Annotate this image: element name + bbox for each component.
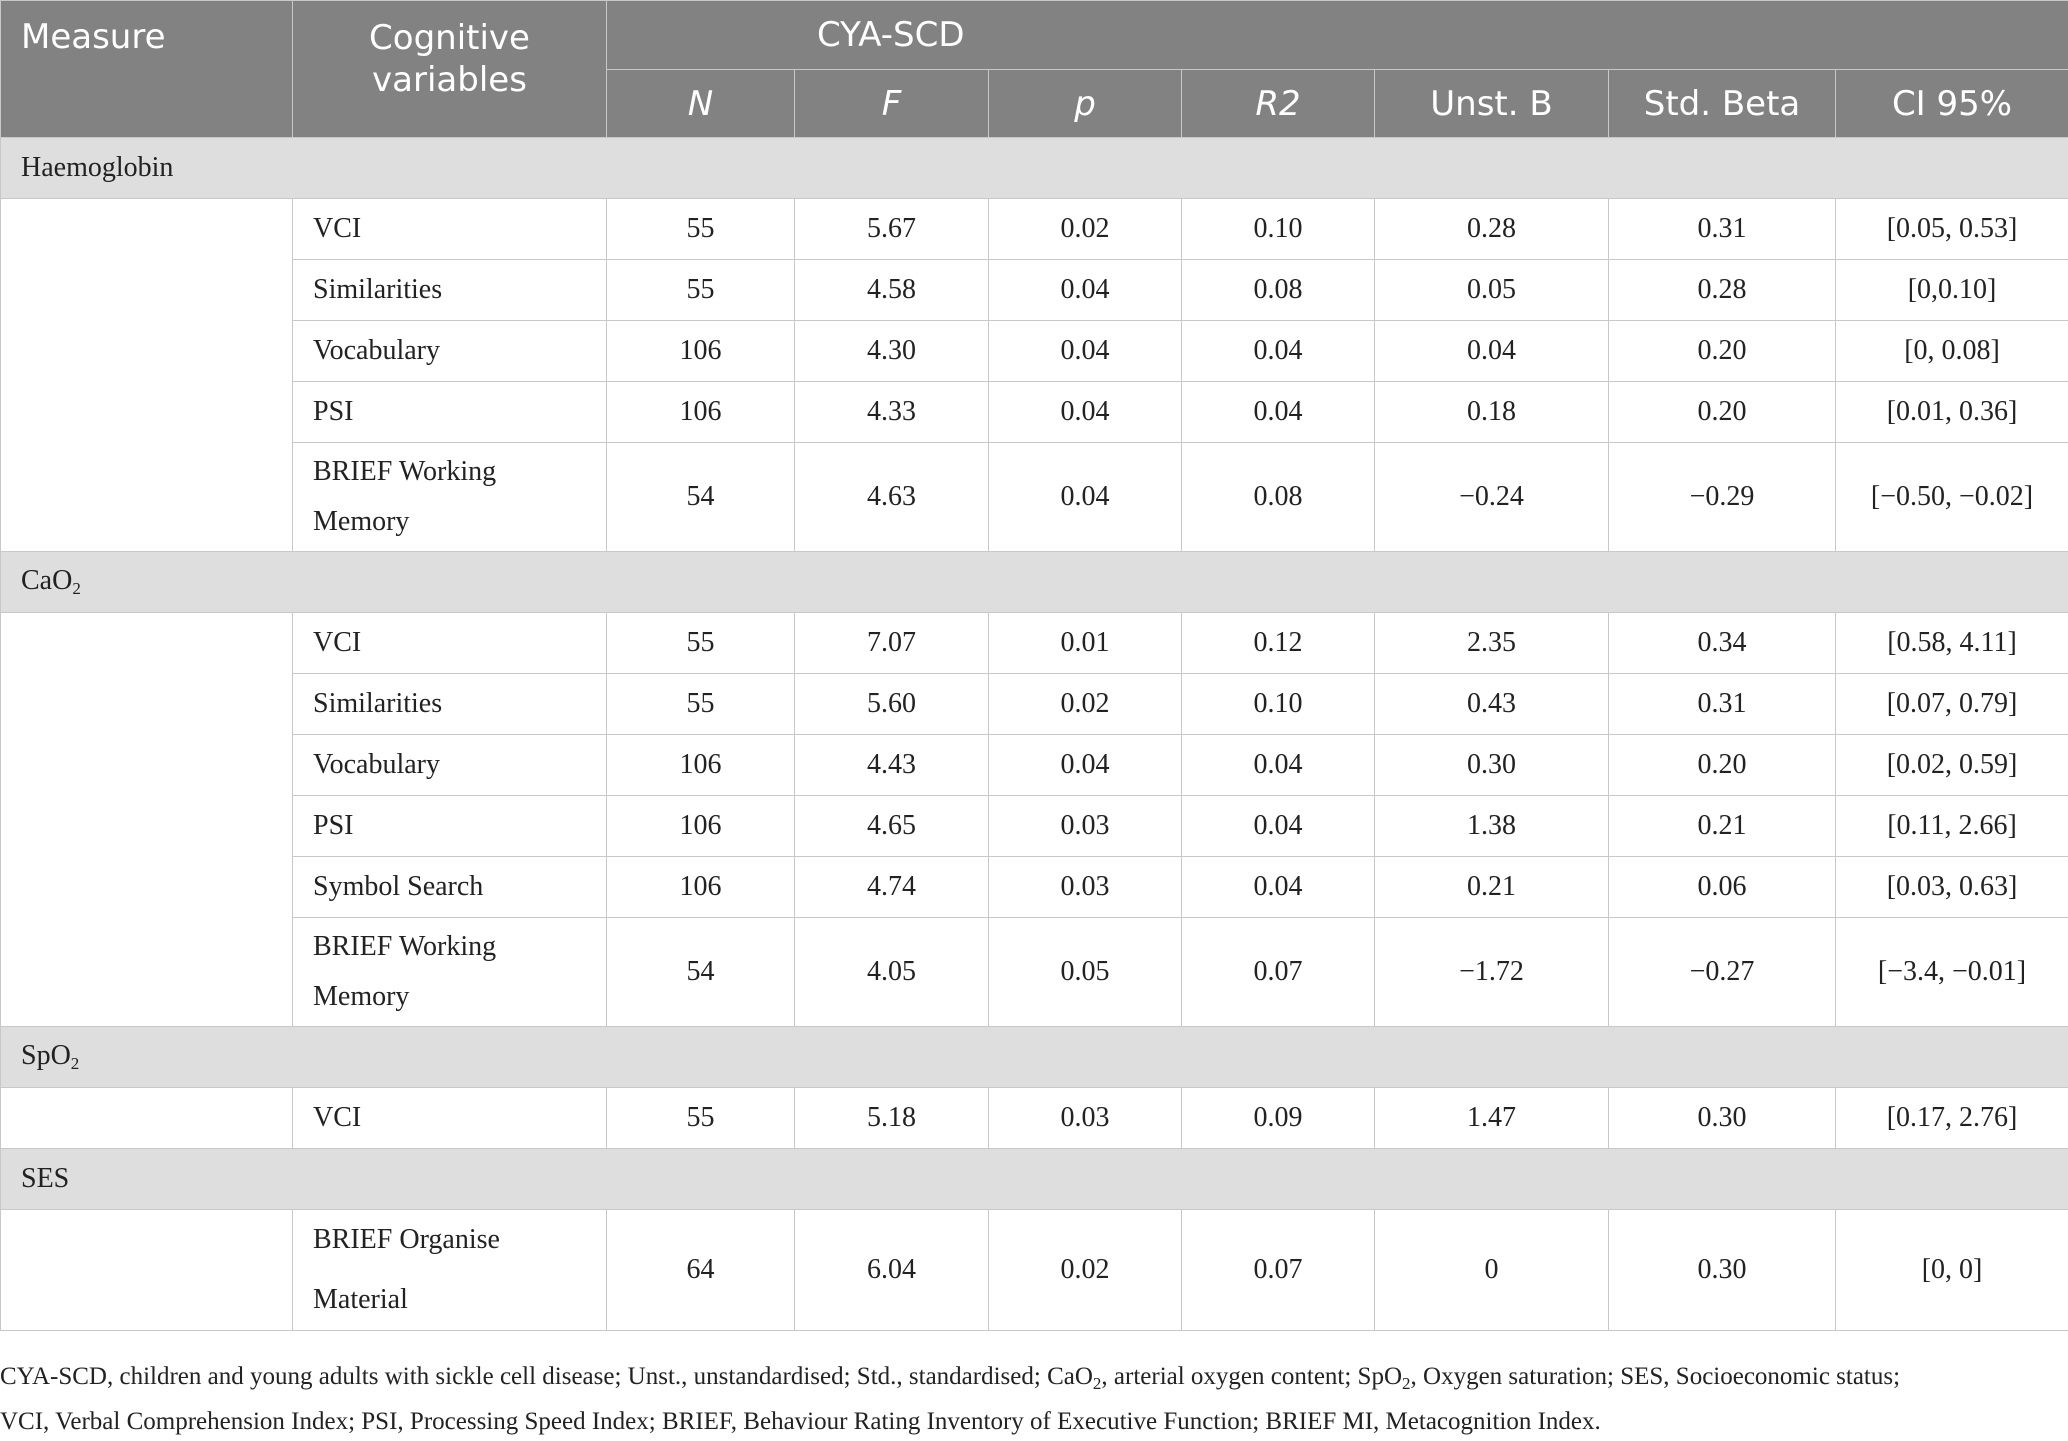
std-beta-cell: 0.28 bbox=[1609, 260, 1836, 321]
table-row bbox=[1, 382, 2068, 443]
section-label-sub: 2 bbox=[71, 1054, 80, 1073]
unst-b-cell: 0.43 bbox=[1375, 674, 1609, 735]
section-row-spo2 bbox=[1, 1027, 2068, 1088]
header-p: p bbox=[989, 70, 1182, 138]
header-group-cya-scd: CYA-SCD bbox=[607, 1, 2068, 70]
p-cell: 0.04 bbox=[989, 382, 1182, 443]
variable-cell: Symbol Search bbox=[293, 857, 607, 918]
f-cell: 4.05 bbox=[795, 918, 989, 1027]
variable-line: Material bbox=[313, 1284, 408, 1315]
unst-b-cell: 0.04 bbox=[1375, 321, 1609, 382]
f-cell: 4.58 bbox=[795, 260, 989, 321]
footnote-subscript: 2 bbox=[1402, 1374, 1411, 1393]
ci-cell: [0,0.10] bbox=[1836, 260, 2068, 321]
ci-cell: [0.01, 0.36] bbox=[1836, 382, 2068, 443]
variable-line: Memory bbox=[313, 506, 409, 537]
std-beta-cell: 0.20 bbox=[1609, 382, 1836, 443]
std-beta-cell: 0.20 bbox=[1609, 735, 1836, 796]
p-cell: 0.02 bbox=[989, 674, 1182, 735]
n-cell: 55 bbox=[607, 674, 795, 735]
measure-cell bbox=[1, 1088, 293, 1149]
n-cell: 55 bbox=[607, 199, 795, 260]
header-n: N bbox=[607, 70, 795, 138]
ci-cell: [0.07, 0.79] bbox=[1836, 674, 2068, 735]
p-cell: 0.04 bbox=[989, 735, 1182, 796]
f-cell: 5.18 bbox=[795, 1088, 989, 1149]
ci-cell: [0.03, 0.63] bbox=[1836, 857, 2068, 918]
table-row bbox=[1, 918, 2068, 1027]
n-cell: 106 bbox=[607, 796, 795, 857]
f-cell: 4.30 bbox=[795, 321, 989, 382]
section-row-ses bbox=[1, 1149, 2068, 1210]
p-cell: 0.04 bbox=[989, 260, 1182, 321]
ci-cell: [0.02, 0.59] bbox=[1836, 735, 2068, 796]
n-cell: 106 bbox=[607, 735, 795, 796]
p-cell: 0.01 bbox=[989, 613, 1182, 674]
std-beta-cell: 0.06 bbox=[1609, 857, 1836, 918]
footnote-text: CYA-SCD, children and young adults with sickle cell disease; Unst., unstandardised; Std., standardised; CaO bbox=[0, 1363, 1093, 1390]
table-row bbox=[1, 260, 2068, 321]
unst-b-cell: 0.05 bbox=[1375, 260, 1609, 321]
variable-cell: PSI bbox=[293, 796, 607, 857]
footnote-text: , Oxygen saturation; SES, Socioeconomic status; bbox=[1411, 1363, 1901, 1390]
unst-b-cell: 1.47 bbox=[1375, 1088, 1609, 1149]
p-cell: 0.03 bbox=[989, 796, 1182, 857]
std-beta-cell: 0.34 bbox=[1609, 613, 1836, 674]
p-cell: 0.02 bbox=[989, 1210, 1182, 1331]
f-cell: 4.43 bbox=[795, 735, 989, 796]
measure-cell bbox=[1, 1210, 293, 1331]
n-cell: 106 bbox=[607, 382, 795, 443]
variable-cell: Vocabulary bbox=[293, 735, 607, 796]
n-cell: 55 bbox=[607, 260, 795, 321]
table-row bbox=[1, 199, 2068, 260]
std-beta-cell: 0.31 bbox=[1609, 674, 1836, 735]
table-row bbox=[1, 443, 2068, 552]
r2-cell: 0.04 bbox=[1182, 796, 1375, 857]
p-cell: 0.04 bbox=[989, 321, 1182, 382]
p-cell: 0.05 bbox=[989, 918, 1182, 1027]
unst-b-cell: 0.21 bbox=[1375, 857, 1609, 918]
std-beta-cell: 0.30 bbox=[1609, 1210, 1836, 1331]
n-cell: 55 bbox=[607, 613, 795, 674]
r2-cell: 0.04 bbox=[1182, 857, 1375, 918]
variable-line: BRIEF Working bbox=[313, 456, 496, 487]
f-cell: 7.07 bbox=[795, 613, 989, 674]
std-beta-cell: 0.30 bbox=[1609, 1088, 1836, 1149]
n-cell: 106 bbox=[607, 321, 795, 382]
variable-line: Memory bbox=[313, 981, 409, 1012]
section-row-haemoglobin bbox=[1, 138, 2068, 199]
header-f: F bbox=[795, 70, 989, 138]
footnote-line-1 bbox=[0, 1358, 2060, 1403]
section-label-main: SpO bbox=[21, 1040, 71, 1071]
variable-cell: VCI bbox=[293, 199, 607, 260]
f-cell: 6.04 bbox=[795, 1210, 989, 1331]
r2-cell: 0.09 bbox=[1182, 1088, 1375, 1149]
std-beta-cell: −0.29 bbox=[1609, 443, 1836, 552]
footnote-line-2: VCI, Verbal Comprehension Index; PSI, Processing Speed Index; BRIEF, Behaviour Rating Inventory of Executive Function; BRIEF MI, Metacognition Index. bbox=[0, 1403, 2060, 1441]
variable-cell: VCI bbox=[293, 1088, 607, 1149]
ci-cell: [−0.50, −0.02] bbox=[1836, 443, 2068, 552]
ci-cell: [0, 0] bbox=[1836, 1210, 2068, 1331]
variable-cell: Vocabulary bbox=[293, 321, 607, 382]
p-cell: 0.03 bbox=[989, 1088, 1182, 1149]
unst-b-cell: 0.30 bbox=[1375, 735, 1609, 796]
ci-cell: [0.58, 4.11] bbox=[1836, 613, 2068, 674]
table-row bbox=[1, 796, 2068, 857]
r2-cell: 0.10 bbox=[1182, 199, 1375, 260]
r2-cell: 0.08 bbox=[1182, 260, 1375, 321]
n-cell: 64 bbox=[607, 1210, 795, 1331]
n-cell: 106 bbox=[607, 857, 795, 918]
unst-b-cell: −0.24 bbox=[1375, 443, 1609, 552]
variable-line: BRIEF Working bbox=[313, 931, 496, 962]
header-unst-b: Unst. B bbox=[1375, 70, 1609, 138]
unst-b-cell: 0.28 bbox=[1375, 199, 1609, 260]
section-label: SES bbox=[1, 1149, 2068, 1210]
section-label-sub: 2 bbox=[72, 579, 81, 598]
p-cell: 0.04 bbox=[989, 443, 1182, 552]
variable-cell: VCI bbox=[293, 613, 607, 674]
n-cell: 54 bbox=[607, 443, 795, 552]
footnote-text: , arterial oxygen content; SpO bbox=[1101, 1363, 1402, 1390]
header-measure: Measure bbox=[1, 1, 293, 138]
footnote-subscript: 2 bbox=[1093, 1374, 1102, 1393]
f-cell: 4.63 bbox=[795, 443, 989, 552]
section-label bbox=[1, 1027, 2068, 1088]
r2-cell: 0.04 bbox=[1182, 321, 1375, 382]
f-cell: 4.74 bbox=[795, 857, 989, 918]
header-r2: R2 bbox=[1182, 70, 1375, 138]
variable-cell: Similarities bbox=[293, 674, 607, 735]
header-cognitive-variables: Cognitive variables bbox=[293, 1, 607, 138]
f-cell: 5.60 bbox=[795, 674, 989, 735]
table-row bbox=[1, 613, 2068, 674]
ci-cell: [0.11, 2.66] bbox=[1836, 796, 2068, 857]
std-beta-cell: −0.27 bbox=[1609, 918, 1836, 1027]
unst-b-cell: −1.72 bbox=[1375, 918, 1609, 1027]
std-beta-cell: 0.20 bbox=[1609, 321, 1836, 382]
r2-cell: 0.04 bbox=[1182, 382, 1375, 443]
f-cell: 4.65 bbox=[795, 796, 989, 857]
variable-cell: Similarities bbox=[293, 260, 607, 321]
r2-cell: 0.10 bbox=[1182, 674, 1375, 735]
variable-cell bbox=[293, 443, 607, 552]
p-cell: 0.02 bbox=[989, 199, 1182, 260]
measure-cell bbox=[1, 199, 293, 552]
std-beta-cell: 0.21 bbox=[1609, 796, 1836, 857]
std-beta-cell: 0.31 bbox=[1609, 199, 1836, 260]
r2-cell: 0.04 bbox=[1182, 735, 1375, 796]
ci-cell: [0, 0.08] bbox=[1836, 321, 2068, 382]
table-footnote bbox=[0, 1358, 2060, 1441]
table-row bbox=[1, 857, 2068, 918]
variable-line: BRIEF Organise bbox=[313, 1224, 500, 1255]
f-cell: 5.67 bbox=[795, 199, 989, 260]
table-row bbox=[1, 1210, 2068, 1331]
unst-b-cell: 1.38 bbox=[1375, 796, 1609, 857]
table-row bbox=[1, 321, 2068, 382]
section-label-main: CaO bbox=[21, 565, 72, 596]
variable-cell: PSI bbox=[293, 382, 607, 443]
r2-cell: 0.07 bbox=[1182, 1210, 1375, 1331]
r2-cell: 0.08 bbox=[1182, 443, 1375, 552]
r2-cell: 0.12 bbox=[1182, 613, 1375, 674]
table-row bbox=[1, 735, 2068, 796]
section-label bbox=[1, 552, 2068, 613]
unst-b-cell: 2.35 bbox=[1375, 613, 1609, 674]
measure-cell bbox=[1, 613, 293, 1027]
header-ci95: CI 95% bbox=[1836, 70, 2068, 138]
variable-cell bbox=[293, 918, 607, 1027]
table-row bbox=[1, 1088, 2068, 1149]
f-cell: 4.33 bbox=[795, 382, 989, 443]
unst-b-cell: 0 bbox=[1375, 1210, 1609, 1331]
r2-cell: 0.07 bbox=[1182, 918, 1375, 1027]
unst-b-cell: 0.18 bbox=[1375, 382, 1609, 443]
n-cell: 54 bbox=[607, 918, 795, 1027]
section-row-cao2 bbox=[1, 552, 2068, 613]
table-row bbox=[1, 674, 2068, 735]
header-std-beta: Std. Beta bbox=[1609, 70, 1836, 138]
p-cell: 0.03 bbox=[989, 857, 1182, 918]
ci-cell: [0.05, 0.53] bbox=[1836, 199, 2068, 260]
header-row-1 bbox=[1, 1, 2068, 70]
ci-cell: [0.17, 2.76] bbox=[1836, 1088, 2068, 1149]
section-label: Haemoglobin bbox=[1, 138, 2068, 199]
variable-cell bbox=[293, 1210, 607, 1331]
ci-cell: [−3.4, −0.01] bbox=[1836, 918, 2068, 1027]
n-cell: 55 bbox=[607, 1088, 795, 1149]
